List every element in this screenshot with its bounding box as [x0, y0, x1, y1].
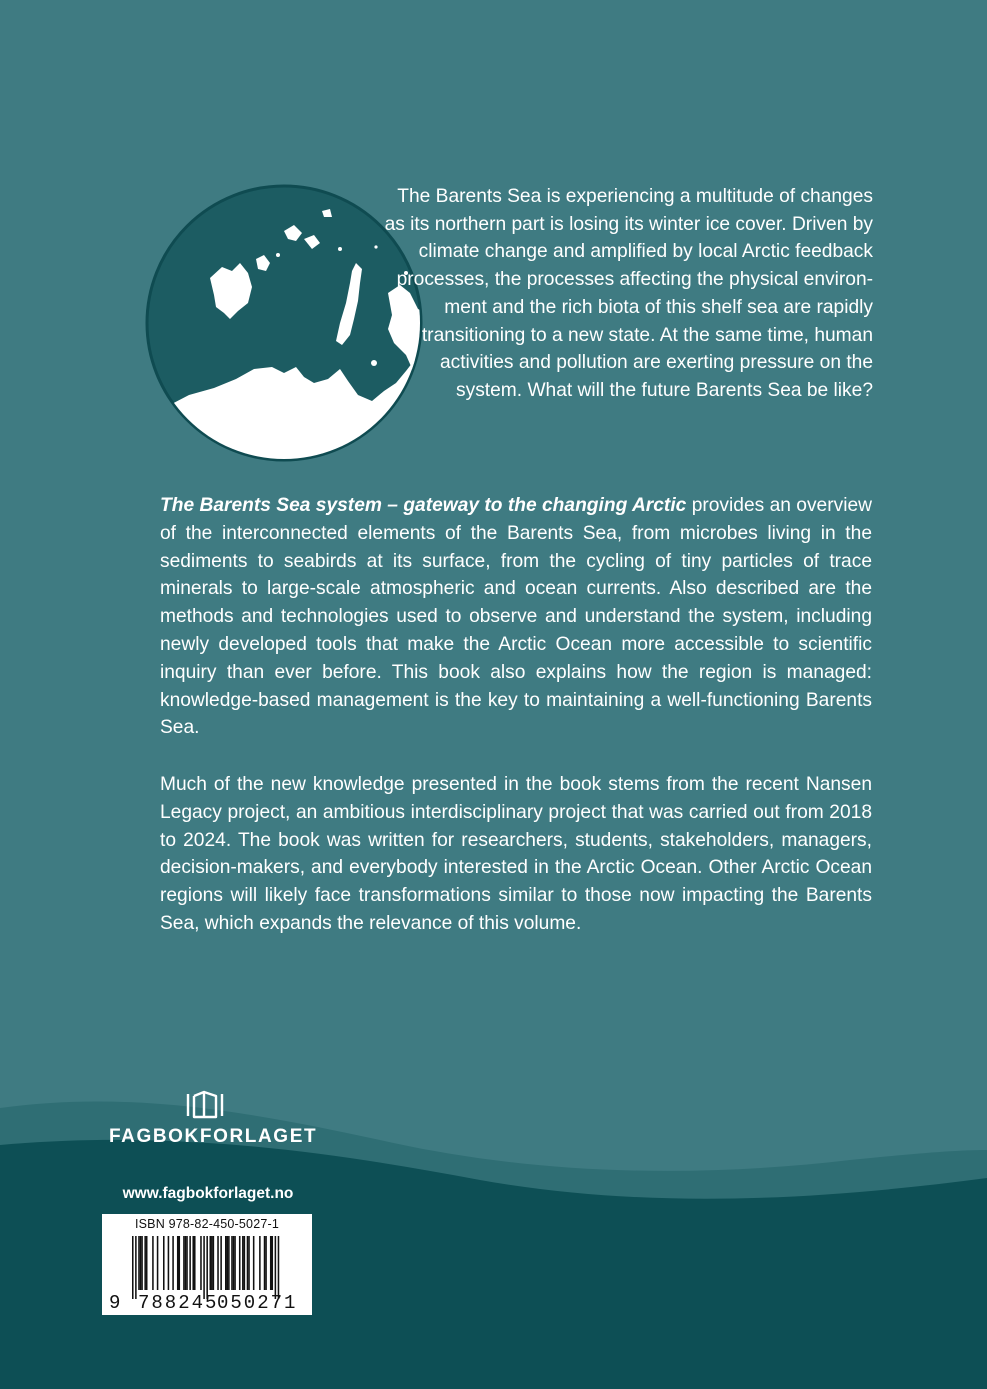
- barcode-bar: [213, 1236, 215, 1290]
- barcode-bar: [278, 1236, 280, 1299]
- barcode-bar: [217, 1236, 219, 1290]
- barcode-bar: [152, 1236, 154, 1290]
- barcode-bar: [141, 1236, 143, 1290]
- publisher-book-icon: [184, 1090, 226, 1120]
- barcode-bar: [270, 1236, 272, 1290]
- barcode-bar: [233, 1236, 235, 1290]
- ean-digits: [102, 1292, 312, 1312]
- publisher-website[interactable]: www.fagbokforlaget.no: [122, 1185, 294, 1202]
- barcode-bar: [157, 1236, 159, 1290]
- isbn-barcode: [102, 1214, 312, 1315]
- barcode-bar: [138, 1236, 140, 1290]
- intro-paragraph: The Barents Sea is experiencing a multitude of changes as its northern part is losing its winter ice cover. Driven by climate change and amplified by local Arctic feedback processes, the processes affecting the physical environment and the rich biota of this shelf sea are rapidly transitioning to a new state. At the same time, human activities and pollution are exerting pressure on the system. What will the future Barents Sea be like?: [384, 186, 873, 401]
- barcode-bar: [272, 1236, 274, 1290]
- context-paragraph: Much of the new knowledge presented in the book stems from the recent Nansen Legacy project, an ambitious interdisciplinary project that was carried out from 2018 to 2024. The book was written for researchers, students, stakeholders, managers, decision-makers, and everybody interested in the Arctic Ocean. Other Arctic Ocean regions will likely face transformations similar to those now impacting the Barents Sea, which expands the relevance of this volume.: [160, 774, 872, 934]
- barcode-bar: [242, 1236, 244, 1290]
- publisher-name: FAGBOKFORLAGET: [109, 1126, 318, 1147]
- barcode-bar: [259, 1236, 261, 1290]
- barcode-bar: [185, 1236, 187, 1290]
- barcode-bar: [163, 1236, 165, 1290]
- barcode-bar: [211, 1236, 213, 1290]
- barcode-bar: [183, 1236, 185, 1290]
- barcode-bar: [247, 1236, 249, 1290]
- barcode-bar: [135, 1236, 137, 1299]
- barcode-bar: [140, 1236, 142, 1290]
- barcode-bar: [144, 1236, 146, 1290]
- barcode-bar: [264, 1236, 266, 1290]
- barcode-bar: [192, 1236, 194, 1290]
- barcode-bar: [248, 1236, 250, 1290]
- barcode-bar: [200, 1236, 202, 1290]
- barcode-bar: [234, 1236, 236, 1290]
- barcode-bar: [168, 1236, 170, 1290]
- map-globe-icon: [144, 183, 424, 463]
- barcode-bar: [253, 1236, 255, 1290]
- isbn-label: ISBN 978-82-450-5027-1: [134, 1217, 280, 1231]
- barcode-bar: [265, 1236, 267, 1290]
- ean-left-digits: 788245: [138, 1292, 219, 1314]
- barcode-bar: [177, 1236, 179, 1290]
- barcode-bar: [225, 1236, 227, 1290]
- description-text: provides an overview of the interconnected elements of the Barents Sea, from microbes living in the sediments to seabirds at its surface, from the cycling of tiny particles of trace minerals to large-scale atmospheric and ocean currents. Also described are the methods and technologies used to observe and understand the system, including newly developed tools that make the Arctic Ocean more accessible to scientific inquiry than ever before. This book also explains how the region is managed: knowledge-based management is the key to maintaining a well-functioning Barents Sea.: [160, 495, 872, 739]
- barcode-bar: [203, 1236, 205, 1299]
- barcode-bar: [146, 1236, 148, 1290]
- barcode-bar: [228, 1236, 230, 1290]
- barcode-bar: [206, 1236, 208, 1299]
- barcode-bar: [189, 1236, 191, 1290]
- barcode-bar: [186, 1236, 188, 1290]
- barcode-bar: [220, 1236, 222, 1290]
- book-title: The Barents Sea system – gateway to the changing Arctic: [160, 495, 687, 516]
- barcode-bar: [244, 1236, 246, 1290]
- barcode-bar: [194, 1236, 196, 1290]
- ean-first-digit: 9: [109, 1292, 121, 1314]
- description-paragraph: [160, 492, 872, 742]
- barcode-bar: [210, 1236, 212, 1290]
- ean-right-digits: 050271: [217, 1292, 298, 1314]
- barcode-bar: [179, 1236, 181, 1290]
- barcode-bar: [231, 1236, 233, 1290]
- barcode-bar: [227, 1236, 229, 1290]
- barcode-bar: [132, 1236, 134, 1299]
- barcode-bar: [172, 1236, 174, 1290]
- barcode-bar: [239, 1236, 241, 1290]
- barcode-bar: [275, 1236, 277, 1299]
